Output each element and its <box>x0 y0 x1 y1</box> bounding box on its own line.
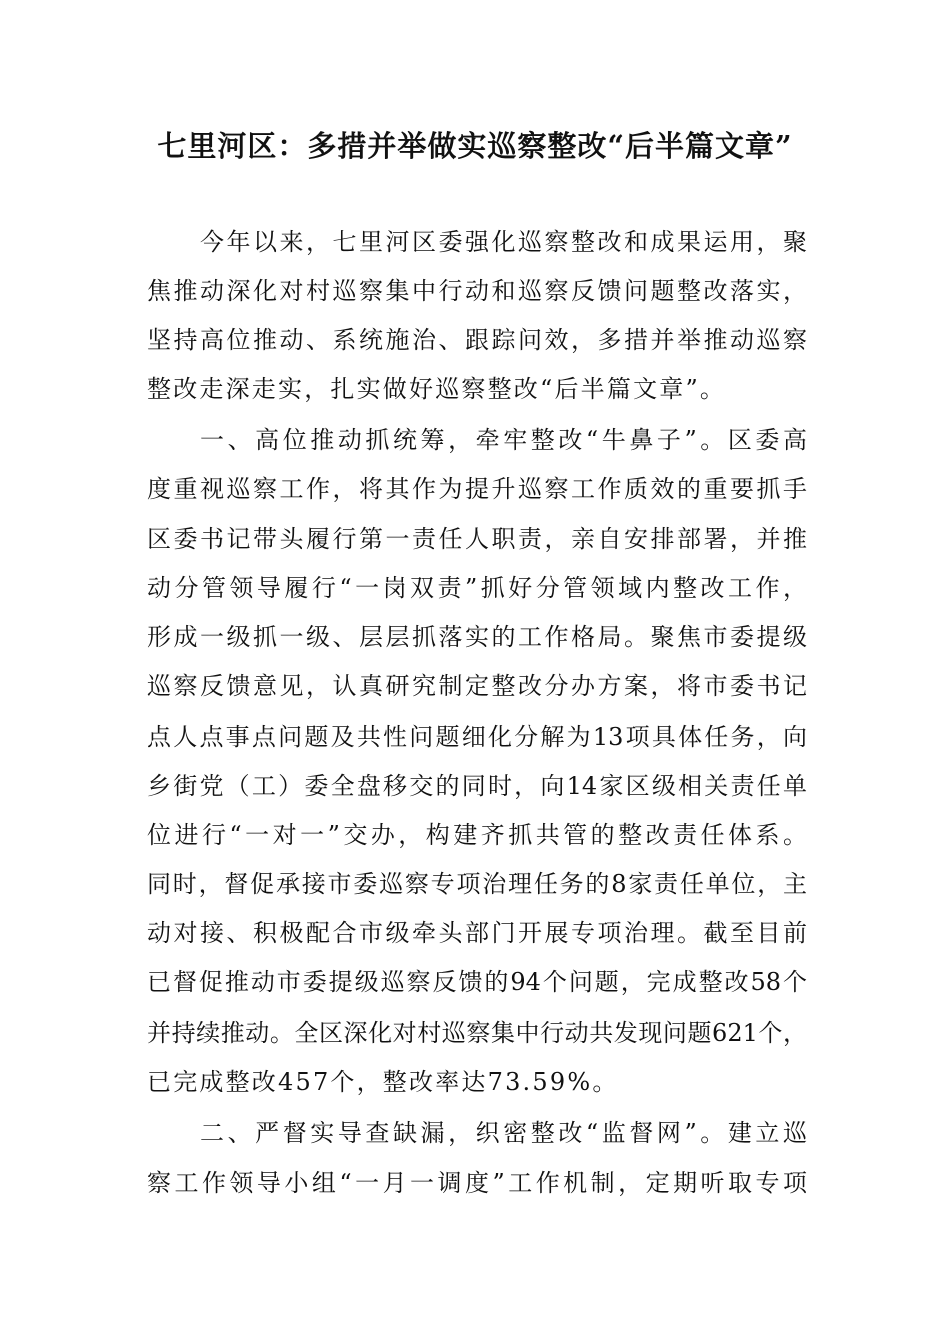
text-line: 并持续推动。全区深化对村巡察集中行动共发现问题621个， <box>147 1019 807 1047</box>
text-line: 巡察反馈意见，认真研究制定整改分办方案，将市委书记 <box>147 672 807 700</box>
text-line: 区委书记带头履行第一责任人职责，亲自安排部署，并推 <box>147 525 807 553</box>
text-line: 位进行“一对一”交办，构建齐抓共管的整改责任体系。 <box>147 821 807 849</box>
text-line: 今年以来，七里河区委强化巡察整改和成果运用，聚 <box>200 228 807 256</box>
text-line: 度重视巡察工作，将其作为提升巡察工作质效的重要抓手 <box>147 475 807 503</box>
text-line: 动分管领导履行“一岗双责”抓好分管领域内整改工作， <box>147 574 807 602</box>
text-line: 已完成整改457个，整改率达73.59%。 <box>147 1068 619 1096</box>
text-line: 已督促推动市委提级巡察反馈的94个问题，完成整改58个 <box>147 968 807 996</box>
text-line: 坚持高位推动、系统施治、跟踪问效，多措并举推动巡察 <box>147 326 807 354</box>
text-line: 形成一级抓一级、层层抓落实的工作格局。聚焦市委提级 <box>147 623 807 651</box>
text-line: 二、严督实导查缺漏，织密整改“监督网”。建立巡 <box>200 1119 807 1147</box>
document-title: 七里河区：多措并举做实巡察整改“后半篇文章” <box>157 129 793 163</box>
text-line: 同时，督促承接市委巡察专项治理任务的8家责任单位，主 <box>147 870 807 898</box>
text-line: 察工作领导小组“一月一调度”工作机制，定期听取专项 <box>147 1169 807 1197</box>
text-line: 乡街党（工）委全盘移交的同时，向14家区级相关责任单 <box>147 772 807 800</box>
text-line: 动对接、积极配合市级牵头部门开展专项治理。截至目前 <box>147 919 807 947</box>
text-line: 点人点事点问题及共性问题细化分解为13项具体任务，向 <box>147 723 807 751</box>
text-line: 整改走深走实，扎实做好巡察整改“后半篇文章”。 <box>147 375 727 403</box>
text-line: 一、高位推动抓统筹，牵牢整改“牛鼻子”。区委高 <box>200 426 807 454</box>
text-line: 焦推动深化对村巡察集中行动和巡察反馈问题整改落实， <box>147 277 807 305</box>
